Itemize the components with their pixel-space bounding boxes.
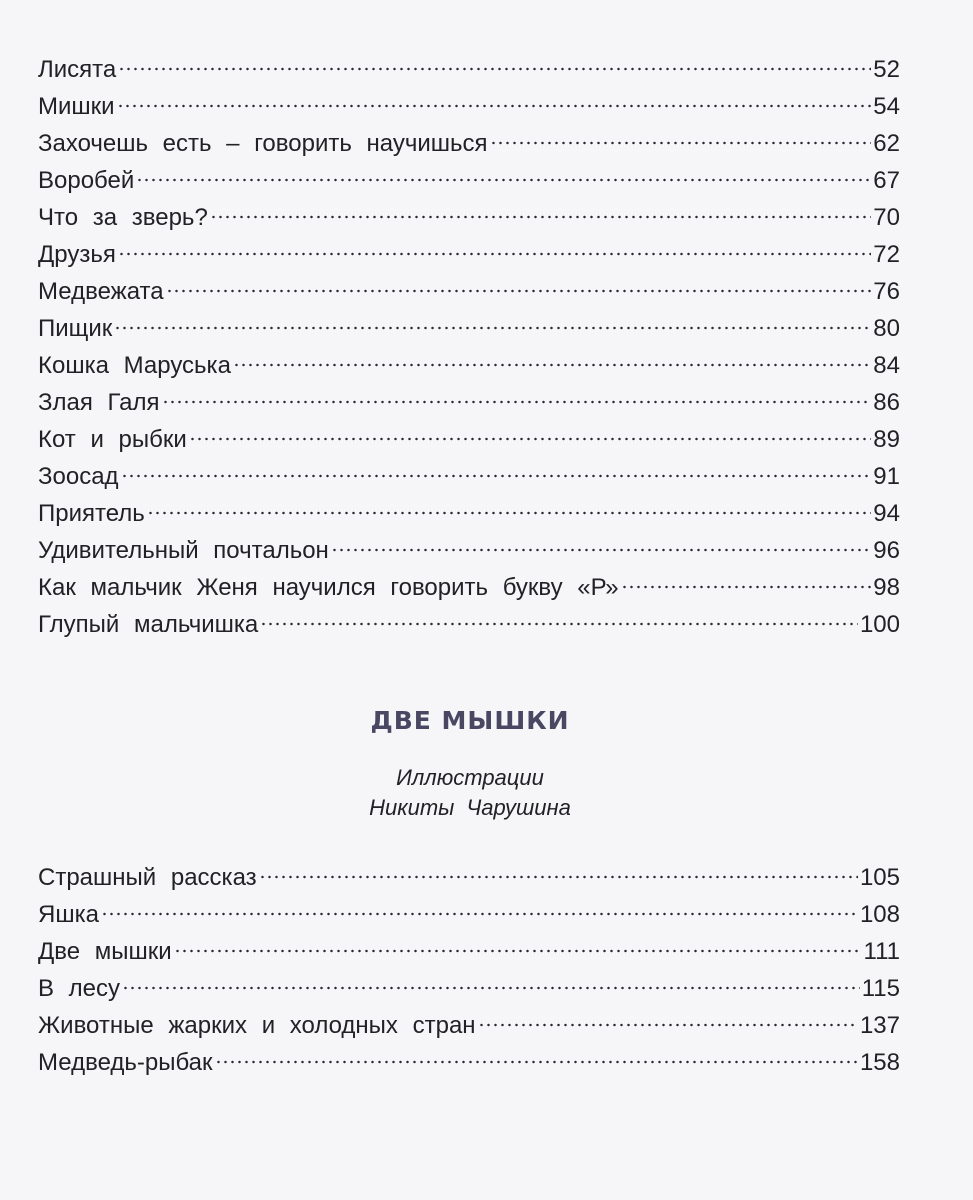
dot-leader: [233, 363, 871, 367]
toc-entry-page: 98: [873, 574, 900, 601]
dot-leader: [122, 986, 860, 990]
toc-entry-page: 62: [873, 130, 900, 157]
dot-leader: [118, 67, 871, 71]
toc-entry: [38, 1044, 900, 1081]
dot-leader: [121, 474, 872, 478]
toc-entry-page: 80: [873, 315, 900, 342]
toc-entry-page: 108: [859, 901, 900, 928]
toc-entry: [38, 495, 900, 532]
dot-leader: [260, 622, 858, 626]
table-of-contents-part-2: [38, 859, 900, 1081]
dot-leader: [210, 215, 872, 219]
toc-entry: [38, 273, 900, 310]
toc-entry: [38, 88, 900, 125]
dot-leader: [136, 178, 871, 182]
dot-leader: [478, 1023, 858, 1027]
dot-leader: [114, 326, 871, 330]
toc-entry-title: Глупый мальчишка: [38, 611, 259, 638]
toc-entry: [38, 310, 900, 347]
dot-leader: [147, 511, 872, 515]
toc-entry: [38, 199, 900, 236]
dot-leader: [490, 141, 872, 145]
toc-entry-page: 100: [859, 611, 900, 638]
toc-entry-page: 158: [859, 1049, 900, 1076]
toc-entry-page: 84: [873, 352, 900, 379]
toc-entry-page: 137: [859, 1012, 900, 1039]
toc-entry-title: Что за зверь?: [38, 204, 208, 231]
toc-entry-page: 86: [873, 389, 900, 416]
toc-entry: [38, 970, 900, 1007]
toc-entry: [38, 859, 900, 896]
toc-entry: [38, 458, 900, 495]
toc-entry-page: 115: [861, 975, 900, 1002]
toc-entry-title: Зоосад: [38, 463, 119, 490]
dot-leader: [166, 289, 872, 293]
toc-entry-page: 54: [873, 93, 900, 120]
toc-entry-title: Страшный рассказ: [38, 864, 257, 891]
toc-entry-title: Приятель: [38, 500, 145, 527]
toc-entry: [38, 896, 900, 933]
dot-leader: [101, 912, 858, 916]
toc-entry-title: В лесу: [38, 975, 121, 1002]
toc-entry: [38, 421, 900, 458]
toc-entry: [38, 1007, 900, 1044]
toc-entry-page: 105: [859, 864, 900, 891]
toc-entry-page: 111: [863, 938, 900, 965]
toc-entry-title: Удивительный почтальон: [38, 537, 329, 564]
toc-entry-title: Две мышки: [38, 938, 172, 965]
toc-entry: [38, 125, 900, 162]
toc-entry-title: Лисята: [38, 56, 117, 83]
credits-line-1: Иллюстрации: [396, 765, 544, 790]
toc-entry: [38, 933, 900, 970]
toc-entry-page: 76: [873, 278, 900, 305]
dot-leader: [117, 104, 872, 108]
toc-entry-title: Злая Галя: [38, 389, 160, 416]
toc-entry-title: Животные жарких и холодных стран: [38, 1012, 476, 1039]
dot-leader: [162, 400, 872, 404]
dot-leader: [331, 548, 872, 552]
toc-entry-title: Яшка: [38, 901, 99, 928]
toc-entry-title: Как мальчик Женя научился говорить букву «Р»: [38, 574, 619, 601]
dot-leader: [189, 437, 872, 441]
section-heading: ДВЕ МЫШКИ: [370, 706, 570, 735]
dot-leader: [259, 875, 858, 879]
table-of-contents-part-1: [38, 51, 900, 643]
toc-entry-page: 70: [873, 204, 900, 231]
toc-entry: [38, 51, 900, 88]
toc-entry-title: Кошка Маруська: [38, 352, 231, 379]
toc-entry-page: 72: [873, 241, 900, 268]
toc-entry-title: Кот и рыбки: [38, 426, 187, 453]
toc-entry-title: Мишки: [38, 93, 115, 120]
toc-entry-title: Воробей: [38, 167, 135, 194]
toc-entry-title: Друзья: [38, 241, 116, 268]
toc-entry-page: 89: [873, 426, 900, 453]
toc-entry-page: 52: [873, 56, 900, 83]
toc-entry-title: Пищик: [38, 315, 113, 342]
credits-line-2: Никиты Чарушина: [369, 795, 571, 820]
toc-entry-title: Медведь-рыбак: [38, 1049, 213, 1076]
dot-leader: [215, 1060, 858, 1064]
toc-entry-page: 67: [873, 167, 900, 194]
toc-entry: [38, 532, 900, 569]
toc-entry: [38, 384, 900, 421]
toc-entry-title: Медвежата: [38, 278, 164, 305]
illustration-credits: [0, 763, 940, 823]
toc-entry-page: 96: [873, 537, 900, 564]
toc-entry-page: 94: [873, 500, 900, 527]
dot-leader: [621, 585, 872, 589]
toc-entry: [38, 606, 900, 643]
toc-entry: [38, 569, 900, 606]
toc-entry-title: Захочешь есть – говорить научишься: [38, 130, 488, 157]
dot-leader: [174, 949, 862, 953]
toc-entry: [38, 162, 900, 199]
toc-entry: [38, 347, 900, 384]
toc-entry: [38, 236, 900, 273]
dot-leader: [118, 252, 871, 256]
toc-entry-page: 91: [873, 463, 900, 490]
